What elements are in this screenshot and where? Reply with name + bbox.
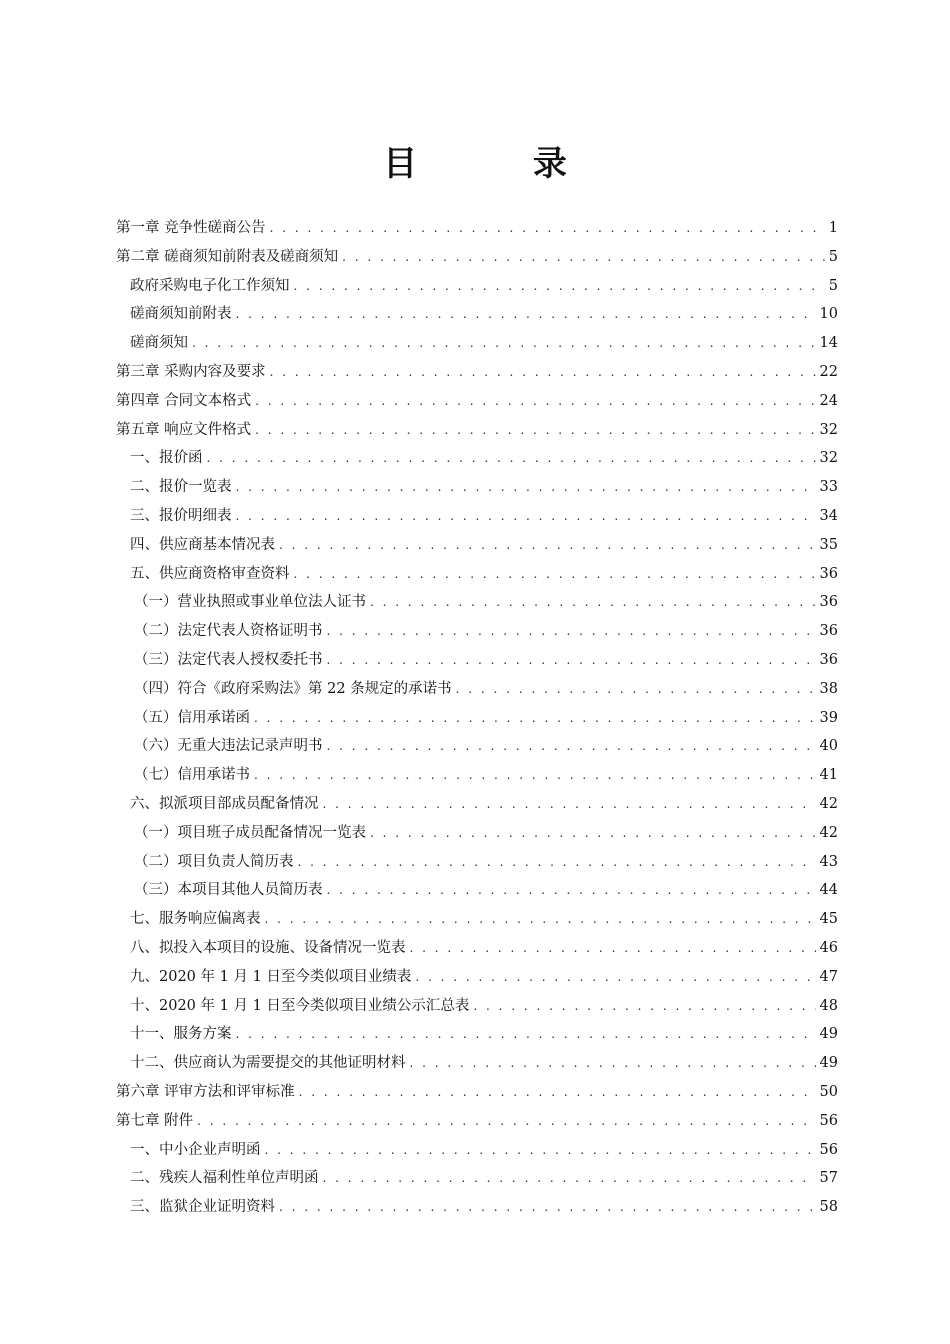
toc-dot-leader bbox=[323, 790, 816, 819]
toc-entry[interactable] bbox=[116, 905, 838, 934]
toc-entry-label: （四）符合《政府采购法》第 22 条规定的承诺书 bbox=[134, 680, 452, 697]
toc-entry-page-number: 56 bbox=[819, 1141, 838, 1158]
toc-entry-label: （二）项目负责人简历表 bbox=[134, 853, 294, 870]
toc-dot-leader bbox=[370, 819, 816, 848]
toc-dot-leader bbox=[294, 272, 825, 301]
toc-entry-label: （三）本项目其他人员简历表 bbox=[134, 882, 323, 899]
toc-entry-page-number: 56 bbox=[819, 1112, 838, 1129]
toc-entry[interactable] bbox=[116, 272, 838, 301]
toc-dot-leader bbox=[299, 1078, 816, 1107]
toc-entry-label: 六、拟派项目部成员配备情况 bbox=[130, 795, 319, 812]
toc-entry-page-number: 58 bbox=[819, 1199, 838, 1216]
toc-entry-label: 第二章 磋商须知前附表及磋商须知 bbox=[116, 248, 339, 265]
toc-entry[interactable] bbox=[116, 848, 838, 877]
toc-entry-label: 一、中小企业声明函 bbox=[130, 1141, 261, 1158]
toc-dot-leader bbox=[410, 934, 816, 963]
toc-dot-leader bbox=[410, 1049, 816, 1078]
toc-dot-leader bbox=[370, 588, 816, 617]
toc-entry[interactable] bbox=[116, 790, 838, 819]
toc-entry[interactable] bbox=[116, 473, 838, 502]
toc-entry-label: 三、报价明细表 bbox=[130, 507, 232, 524]
toc-entry-page-number: 41 bbox=[819, 767, 838, 784]
toc-dot-leader bbox=[236, 473, 816, 502]
toc-entry-page-number: 32 bbox=[819, 450, 838, 467]
toc-entry[interactable] bbox=[116, 1107, 838, 1136]
toc-entry[interactable] bbox=[116, 761, 838, 790]
toc-entry-label: （六）无重大违法记录声明书 bbox=[134, 738, 323, 755]
toc-entry[interactable] bbox=[116, 963, 838, 992]
toc-entry-label: 第三章 采购内容及要求 bbox=[116, 363, 266, 380]
toc-dot-leader bbox=[265, 905, 816, 934]
toc-entry[interactable] bbox=[116, 1164, 838, 1193]
toc-dot-leader bbox=[327, 646, 816, 675]
toc-entry-page-number: 48 bbox=[819, 997, 838, 1014]
toc-entry-label: （五）信用承诺函 bbox=[134, 709, 250, 726]
toc-entry[interactable] bbox=[116, 819, 838, 848]
toc-entry[interactable] bbox=[116, 214, 838, 243]
toc-entry-label: 一、报价函 bbox=[130, 450, 203, 467]
toc-entry-page-number: 47 bbox=[819, 968, 838, 985]
toc-entry-label: 七、服务响应偏离表 bbox=[130, 911, 261, 928]
toc-dot-leader bbox=[236, 1020, 816, 1049]
toc-dot-leader bbox=[298, 848, 816, 877]
toc-entry-label: 十一、服务方案 bbox=[130, 1026, 232, 1043]
toc-entry-page-number: 10 bbox=[819, 306, 838, 323]
toc-dot-leader bbox=[456, 675, 816, 704]
toc-dot-leader bbox=[270, 214, 825, 243]
page-title: 目 录 bbox=[383, 144, 619, 184]
toc-entry[interactable] bbox=[116, 588, 838, 617]
toc-entry-label: 十、2020 年 1 月 1 日至今类似项目业绩公示汇总表 bbox=[130, 997, 470, 1014]
toc-entry-page-number: 45 bbox=[819, 911, 838, 928]
toc-entry-label: 第六章 评审方法和评审标准 bbox=[116, 1083, 295, 1100]
toc-entry-label: 第一章 竞争性磋商公告 bbox=[116, 220, 266, 236]
toc-entry[interactable] bbox=[116, 992, 838, 1021]
toc-dot-leader bbox=[270, 358, 816, 387]
toc-entry-page-number: 46 bbox=[819, 939, 838, 956]
toc-dot-leader bbox=[192, 329, 816, 358]
toc-entry-label: 五、供应商资格审查资料 bbox=[130, 565, 290, 582]
toc-entry[interactable] bbox=[116, 1020, 838, 1049]
toc-entry-label: 政府采购电子化工作须知 bbox=[130, 277, 290, 294]
toc-entry-label: 第七章 附件 bbox=[116, 1112, 194, 1129]
toc-entry-label: 十二、供应商认为需要提交的其他证明材料 bbox=[130, 1055, 406, 1072]
toc-entry-label: 第四章 合同文本格式 bbox=[116, 392, 252, 409]
toc-dot-leader bbox=[236, 300, 816, 329]
toc-entry-page-number: 5 bbox=[828, 248, 838, 265]
toc-entry-page-number: 35 bbox=[819, 536, 838, 553]
toc-entry[interactable] bbox=[116, 560, 838, 589]
toc-entry-page-number: 5 bbox=[828, 277, 838, 294]
toc-entry[interactable] bbox=[116, 646, 838, 675]
toc-entry-label: 二、报价一览表 bbox=[130, 479, 232, 496]
toc-entry[interactable] bbox=[116, 704, 838, 733]
toc-entry-label: （一）营业执照或事业单位法人证书 bbox=[134, 594, 366, 611]
toc-entry[interactable] bbox=[116, 243, 838, 272]
toc-entry-label: （三）法定代表人授权委托书 bbox=[134, 651, 323, 668]
toc-entry[interactable] bbox=[116, 617, 838, 646]
toc-entry-label: 磋商须知 bbox=[130, 335, 188, 352]
toc-entry-label: 三、监狱企业证明资料 bbox=[130, 1199, 275, 1216]
toc-dot-leader bbox=[207, 444, 816, 473]
toc-entry-label: （七）信用承诺书 bbox=[134, 767, 250, 784]
toc-entry[interactable] bbox=[116, 358, 838, 387]
toc-entry-label: 八、拟投入本项目的设施、设备情况一览表 bbox=[130, 939, 406, 956]
toc-dot-leader bbox=[254, 761, 816, 790]
toc-entry-page-number: 44 bbox=[819, 882, 838, 899]
toc-dot-leader bbox=[327, 617, 816, 646]
toc-entry-page-number: 42 bbox=[819, 824, 838, 841]
toc-dot-leader bbox=[279, 531, 816, 560]
toc-entry[interactable] bbox=[116, 732, 838, 761]
toc-dot-leader bbox=[415, 963, 815, 992]
toc-entry-page-number: 43 bbox=[819, 853, 838, 870]
toc-entry-page-number: 32 bbox=[819, 421, 838, 438]
toc-entry[interactable] bbox=[116, 416, 838, 445]
toc-dot-leader bbox=[265, 1136, 816, 1165]
toc-entry-page-number: 36 bbox=[819, 565, 838, 582]
toc-entry-page-number: 42 bbox=[819, 795, 838, 812]
toc-entry-page-number: 40 bbox=[819, 738, 838, 755]
toc-entry[interactable] bbox=[116, 329, 838, 358]
toc-entry-label: （一）项目班子成员配备情况一览表 bbox=[134, 824, 366, 841]
toc-entry-page-number: 49 bbox=[819, 1055, 838, 1072]
toc-entry[interactable] bbox=[116, 1193, 838, 1222]
toc-entry-page-number: 38 bbox=[819, 680, 838, 697]
toc-entry-label: 二、残疾人福利性单位声明函 bbox=[130, 1170, 319, 1187]
toc-entry[interactable] bbox=[116, 1049, 838, 1078]
toc-entry[interactable] bbox=[116, 387, 838, 416]
toc-entry[interactable] bbox=[116, 1136, 838, 1165]
toc-entry[interactable] bbox=[116, 444, 838, 473]
toc-entry-page-number: 36 bbox=[819, 623, 838, 640]
toc-entry-page-number: 33 bbox=[819, 479, 838, 496]
table-of-contents bbox=[116, 214, 838, 1222]
toc-entry-page-number: 49 bbox=[819, 1026, 838, 1043]
toc-entry-label: （二）法定代表人资格证明书 bbox=[134, 623, 323, 640]
toc-entry-page-number: 36 bbox=[819, 651, 838, 668]
toc-entry-label: 四、供应商基本情况表 bbox=[130, 536, 275, 553]
toc-dot-leader bbox=[327, 732, 816, 761]
toc-entry[interactable] bbox=[116, 675, 838, 704]
toc-entry[interactable] bbox=[116, 876, 838, 905]
toc-entry-page-number: 36 bbox=[819, 594, 838, 611]
toc-dot-leader bbox=[197, 1107, 815, 1136]
toc-entry[interactable] bbox=[116, 300, 838, 329]
toc-dot-leader bbox=[294, 560, 816, 589]
toc-dot-leader bbox=[236, 502, 816, 531]
toc-entry[interactable] bbox=[116, 502, 838, 531]
toc-entry-page-number: 50 bbox=[819, 1083, 838, 1100]
toc-entry-page-number: 39 bbox=[819, 709, 838, 726]
toc-dot-leader bbox=[342, 243, 825, 272]
toc-entry-page-number: 22 bbox=[819, 363, 838, 380]
toc-dot-leader bbox=[473, 992, 815, 1021]
toc-entry[interactable] bbox=[116, 1078, 838, 1107]
toc-dot-leader bbox=[255, 416, 815, 445]
toc-entry-page-number: 1 bbox=[828, 220, 838, 236]
toc-entry-label: 磋商须知前附表 bbox=[130, 306, 232, 323]
toc-dot-leader bbox=[254, 704, 816, 733]
toc-entry-label: 第五章 响应文件格式 bbox=[116, 421, 252, 438]
toc-entry[interactable] bbox=[116, 531, 838, 560]
toc-entry-page-number: 34 bbox=[819, 507, 838, 524]
toc-entry-page-number: 24 bbox=[819, 392, 838, 409]
toc-entry-label: 九、2020 年 1 月 1 日至今类似项目业绩表 bbox=[130, 968, 412, 985]
toc-dot-leader bbox=[255, 387, 815, 416]
toc-dot-leader bbox=[279, 1193, 816, 1222]
toc-entry[interactable] bbox=[116, 934, 838, 963]
toc-dot-leader bbox=[327, 876, 816, 905]
toc-entry-page-number: 57 bbox=[819, 1170, 838, 1187]
toc-entry-page-number: 14 bbox=[819, 335, 838, 352]
toc-dot-leader bbox=[323, 1164, 816, 1193]
